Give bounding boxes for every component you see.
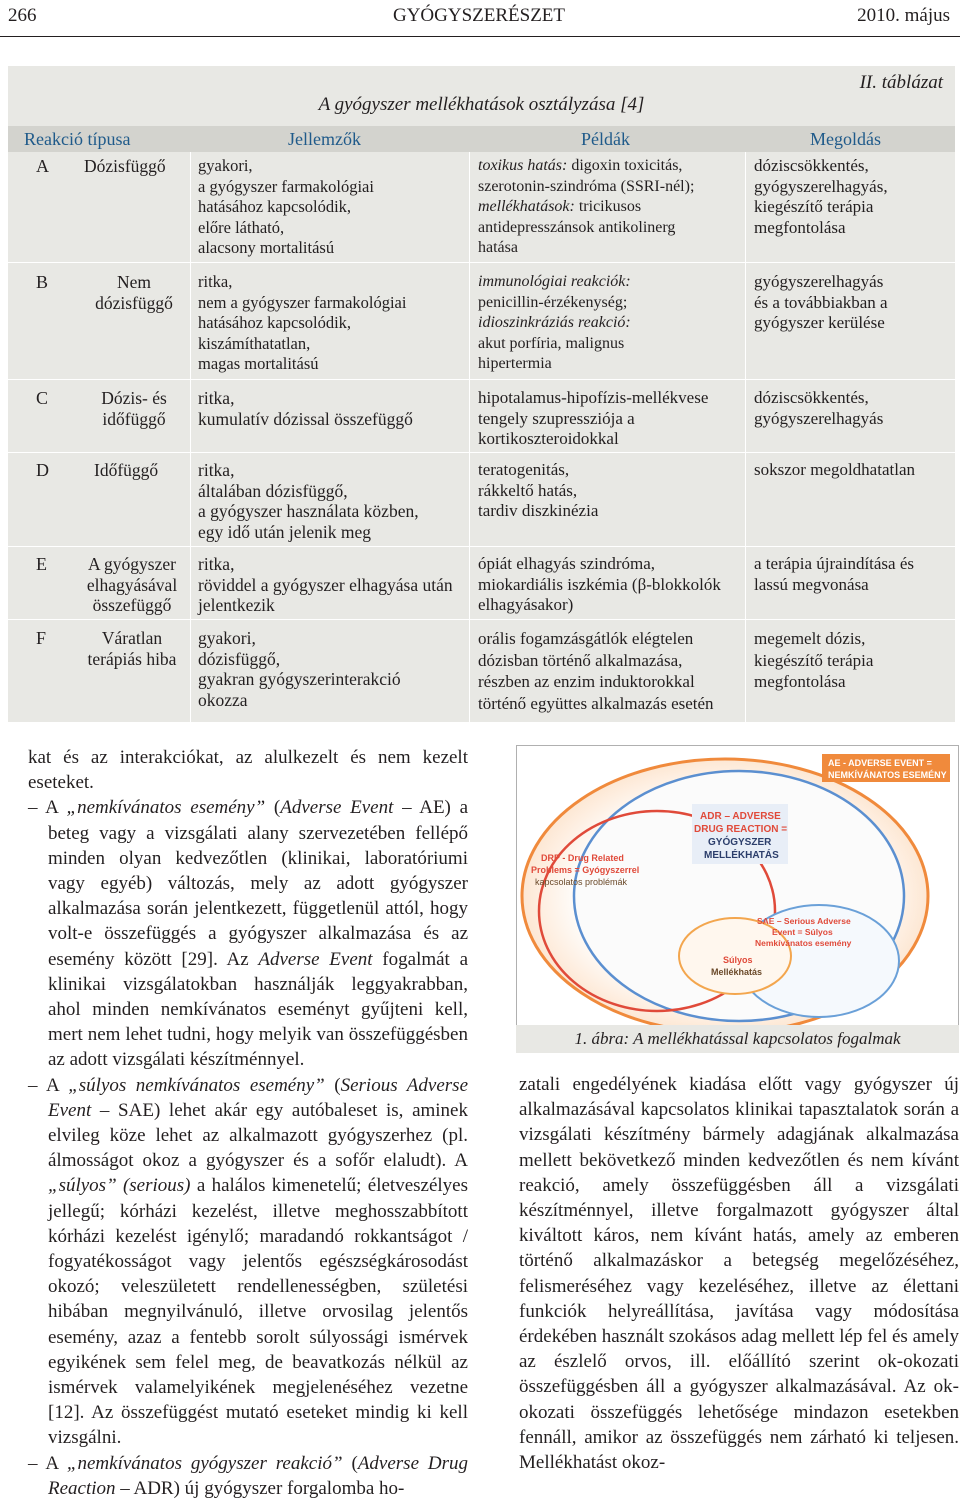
row-letter: B xyxy=(36,272,49,292)
adr-label-3: GYÓGYSZER xyxy=(708,837,772,848)
sae-label: SAE – Serious Adverse xyxy=(757,916,851,926)
paragraph: zatali engedélyének kiadása előtt vagy gyógyszer új alkalmazásával kapcsolatos klinikai tapasztalatok során a vizsgálati készítmény bármely adagjának alkalmazása mellett bekövetkező minden kedvezőtlen és nem kívánt reakció, amely összefüggésben áll a vizsgálati készítménnyel, illetve forgalmazott gyógyszer által kiváltott káros, nem kívánt hatás, amely az emberen történő alkalmazáskor a betegség megelőzéséhez, felismeréséhez vagy kezeléséhez, illetve az élettani funkciók helyreállítása, javítása vagy módosítása érdekében használt szokásos adag mellett lép fel és amely az észlelő orvos, ill. előállító szerint ok-okozati összefüggésben áll a gyógyszer alkalmazásával. Az ok-okozati összefüggés lehetősége mindazon esetekben fennáll, amikor az összefüggés nem zárható ki teljesen. Mellékhatást okoz- xyxy=(519,1074,959,1474)
row-letter: C xyxy=(36,388,49,408)
venn-diagram xyxy=(517,746,958,1028)
sae-label-2: Event = Súlyos xyxy=(772,927,833,937)
example-category: idioszinkráziás reakció: xyxy=(478,314,631,331)
solution: dóziscsökkentés, gyógyszerelhagyás xyxy=(754,388,884,428)
features: gyakori, dózisfüggő, gyakran gyógyszerinterakció okozza xyxy=(198,628,401,710)
col-header-type: Reakció típusa xyxy=(24,129,131,149)
term: Serious Adverse Event xyxy=(48,1074,468,1121)
reaction-type: Dózisfüggő xyxy=(84,156,166,176)
ae-label: AE - ADVERSE EVENT = xyxy=(828,758,932,768)
examples: teratogenitás, rákkeltő hatás, tardiv diszkinézia xyxy=(478,460,599,520)
term: Adverse Event xyxy=(258,948,373,970)
examples: orális fogamzásgátlók elégtelen dózisban történő alkalmazása, részben az enzim induktorokkal történő együttes alkalmazás esetén xyxy=(478,629,714,713)
paragraph-ae xyxy=(28,795,468,1072)
row-letter: D xyxy=(36,460,49,480)
text-run: – ADR) új gyógyszer forgalomba ho- xyxy=(115,1477,405,1499)
row-divider xyxy=(8,546,955,547)
row-divider xyxy=(8,619,955,620)
row-divider xyxy=(8,262,955,263)
solution: megemelt dózis, kiegészítő terápia megfontolása xyxy=(754,629,874,691)
right-column-text xyxy=(519,1072,959,1475)
example-category: immunológiai reakciók: xyxy=(478,273,631,290)
example-category: toxikus hatás: xyxy=(478,157,568,174)
col-header-features: Jellemzők xyxy=(288,129,361,149)
example-text: penicillin-érzékenység; xyxy=(478,293,628,311)
text-run: ( xyxy=(265,797,281,819)
drp-label-2: Problems = Gyógyszerrel xyxy=(531,865,640,875)
figure-caption: 1. ábra: A mellékhatással kapcsolatos fogalmak xyxy=(516,1025,959,1053)
adr-label-4: MELLÉKHATÁS xyxy=(704,850,779,861)
text-run: – SAE) lehet akár egy autóbaleset is, aminek elvileg köze lehet az alkalmazott gyógyszerhez (pl. álmosságot okoz a gyógyszer és a sofőr elaludt). A xyxy=(48,1099,468,1172)
serious-reaction-label: Súlyos xyxy=(723,955,753,965)
example-text: akut porfíria, malignus hipertermia xyxy=(478,334,625,372)
left-column-text xyxy=(28,745,468,1501)
concept-venn-figure xyxy=(516,745,959,1029)
solution: a terápia újraindítása és lassú megvonása xyxy=(754,554,915,594)
classification-table xyxy=(8,66,955,722)
features: ritka, általában dózisfüggő, a gyógyszer használata közben, egy idő után jelenik meg xyxy=(198,460,419,542)
row-letter: E xyxy=(36,554,47,574)
table-header-row xyxy=(8,126,955,152)
adr-label-2: DRUG REACTION = xyxy=(694,824,788,835)
example-text: digoxin toxicitás, szerotonin-szindróma (SSRI-nél); xyxy=(478,157,695,195)
term: „nemkívánatos esemény” xyxy=(66,797,266,819)
term: Adverse Event xyxy=(280,797,394,819)
term: „súlyos nemkívánatos esemény” xyxy=(68,1074,325,1096)
col-header-solution: Megoldás xyxy=(810,129,881,149)
adr-label: ADR – ADVERSE xyxy=(700,811,781,822)
features: ritka, nem a gyógyszer farmakológiai hatásához kapcsolódik, kiszámíthatatlan, magas mortalitású xyxy=(198,272,407,373)
example-text: tricikusos antidepresszánsok antikolinerg hatása xyxy=(478,198,676,256)
text-run: a halálos kimenetelű; életveszélyes jellegű; kórházi kezelést, illetve meghosszabbított kórházi kezelést igénylő; maradandó rokkantságot / fogyatékosságot vagy jelentős egészségkárosodást okozó; veleszületett rendellenességben, születési hibában megnyilvánuló, illetve orvosilag jelentős esemény, azaz a fentebb sorolt súlyossági ismérvek egyikének sem felel meg, de beavatkozás nélkül az ismérvek valamelyikének megjelenéséhez vezetne [12]. Az összefüggést mutató eseteket mindig ki kell vizsgálni. xyxy=(48,1175,468,1449)
text-run: – A xyxy=(28,797,67,819)
col-divider xyxy=(469,152,470,722)
text-run: ( xyxy=(342,1452,358,1474)
paragraph-adr xyxy=(28,1451,468,1501)
text-run: – A xyxy=(28,1074,69,1096)
examples xyxy=(478,156,746,259)
row-divider xyxy=(8,379,955,380)
journal-title: GYÓGYSZERÉSZET xyxy=(392,5,566,26)
paragraph: kat és az interakciókat, az alulkezelt és nem kezelt eseteket. xyxy=(28,747,468,794)
header-rule xyxy=(0,36,960,37)
solution: sokszor megoldhatatlan xyxy=(754,460,915,479)
row-divider xyxy=(8,452,955,453)
row-letter: F xyxy=(36,628,47,648)
reaction-type: A gyógyszer elhagyásával összefüggő xyxy=(86,554,178,615)
features: gyakori, a gyógyszer farmakológiai hatásához kapcsolódik, előre látható, alacsony mortalitású xyxy=(198,156,374,257)
term: „nemkívánatos gyógyszer reakció” xyxy=(66,1452,343,1474)
issue-date: 2010. május xyxy=(857,5,950,26)
solution: dóziscsökkentés, gyógyszerelhagyás, kiegészítő terápia megfontolása xyxy=(754,156,888,237)
examples: hipotalamus-hipofízis-mellékvese tengely szupressziója a kortikoszteroidokkal xyxy=(478,388,709,448)
examples xyxy=(478,272,746,375)
col-header-examples: Példák xyxy=(581,129,630,149)
col-divider xyxy=(190,152,191,722)
table-number: II. táblázat xyxy=(859,72,943,93)
text-run: fogalmát a klinikai vizsgálatokban használják leggyakrabban, ahol minden nemkívánatos eseményt gyűjteni kell, mert nem lehet tudni, hogy melyik van összefüggésben az adott vizsgálati készítménnyel. xyxy=(48,948,468,1071)
solution: gyógyszerelhagyás és a továbbiakban a gyógyszer kerülése xyxy=(754,272,888,332)
reaction-type: Időfüggő xyxy=(94,460,159,480)
drp-label-3: kapcsolatos problémák xyxy=(535,877,628,887)
text-run: – AE) a beteg vagy a vizsgálati alany szervezetében fellépő minden olyan kedvezőtlen (klinikai, laboratóriumi vagy egyéb) változás, mely az adott gyógyszer alkalmazása során jelentkezett, függetlenül attól, hogy volt-e összefüggés a gyógyszer alkalmazása és az esemény között [29]. Az xyxy=(48,797,469,970)
serious-reaction-label-2: Mellékhatás xyxy=(711,967,763,977)
page-number: 266 xyxy=(8,5,37,26)
reaction-type: Nem dózisfüggő xyxy=(95,272,173,313)
term: „súlyos” (serious) xyxy=(48,1175,191,1197)
reaction-type: Dózis- és időfüggő xyxy=(101,388,167,429)
table-title: A gyógyszer mellékhatások osztályzása [4] xyxy=(318,94,645,115)
drp-label: DRP - Drug Related xyxy=(541,853,624,863)
text-run: – A xyxy=(28,1452,67,1474)
paragraph-sae xyxy=(28,1073,468,1451)
term: Adverse Drug Reaction xyxy=(48,1452,469,1499)
sae-label-3: Nemkívánatos esemény xyxy=(755,938,852,948)
row-letter: A xyxy=(36,156,49,176)
example-category: mellékhatások: xyxy=(478,198,575,215)
features: ritka, kumulatív dózissal összefüggő xyxy=(198,388,413,429)
ae-label-2: NEMKÍVÁNATOS ESEMÉNY xyxy=(828,770,947,780)
page-header xyxy=(8,2,950,30)
text-run: ( xyxy=(324,1074,341,1096)
examples: ópiát elhagyás szindróma, miokardiális iszkémia (β-blokkolók elhagyásakor) xyxy=(478,554,721,614)
features: ritka, röviddel a gyógyszer elhagyása után jelentkezik xyxy=(198,554,453,615)
reaction-type: Váratlan terápiás hiba xyxy=(87,628,177,669)
